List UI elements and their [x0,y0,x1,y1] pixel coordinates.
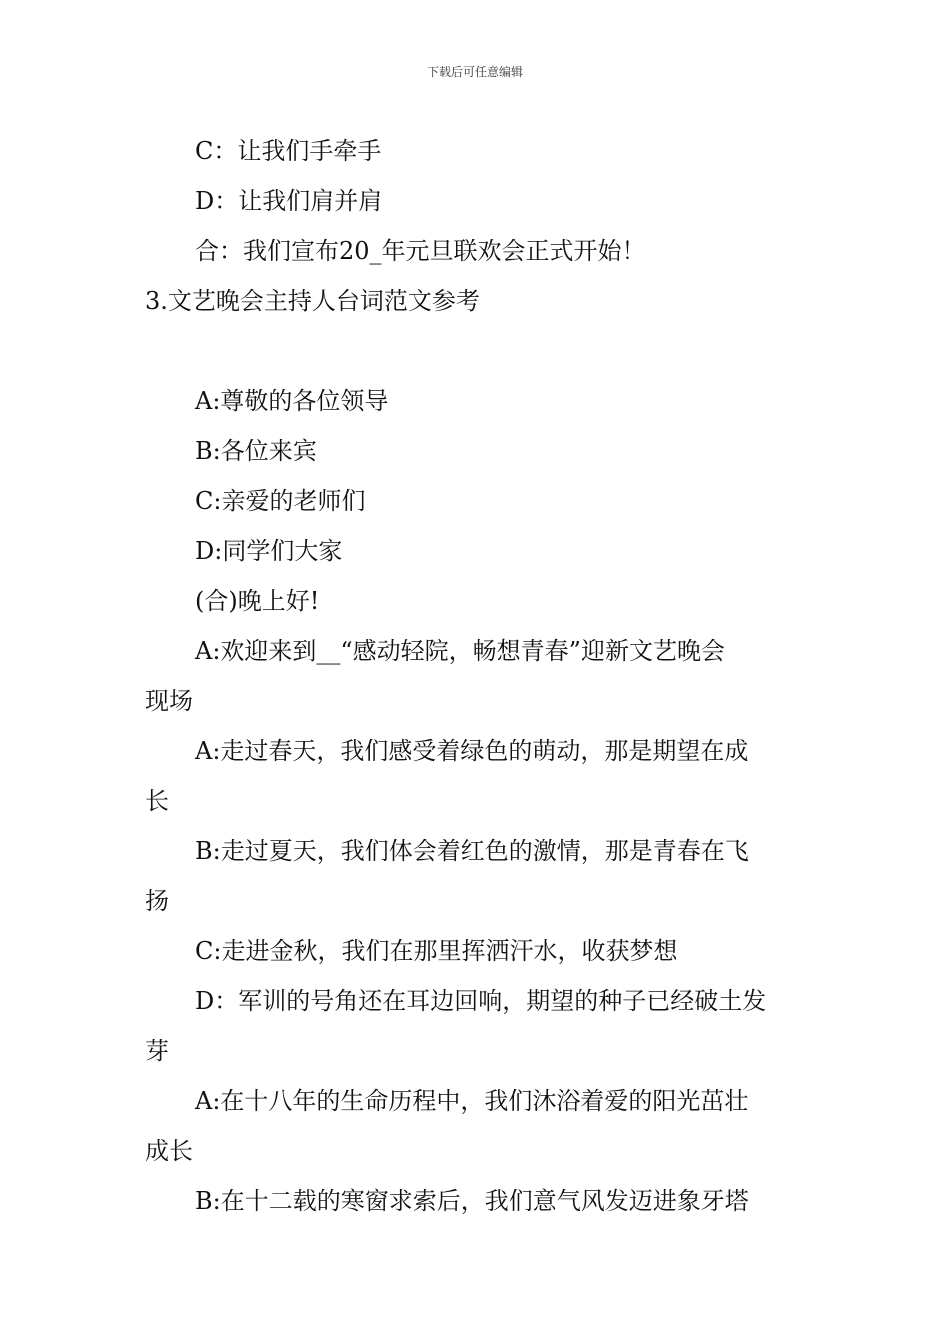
text-line: 扬 [145,887,169,915]
text-line: 芽 [145,1037,169,1065]
text-line: C：让我们手牵手 [195,137,382,165]
text-line: 成长 [145,1137,193,1165]
text-line: B:走过夏天，我们体会着红色的激情，那是青春在飞 [195,837,749,865]
text-line: A:走过春天，我们感受着绿色的萌动，那是期望在成 [195,737,749,765]
text-line: 现场 [145,687,193,715]
text-line: A:欢迎来到__“感动轻院，畅想青春”迎新文艺晚会 [195,637,725,665]
text-line: B:各位来宾 [195,437,317,465]
text-line: 合：我们宣布20_年元旦联欢会正式开始！ [195,237,646,265]
text-line: D:同学们大家 [195,537,343,565]
text-line: C:走进金秋，我们在那里挥洒汗水，收获梦想 [195,937,678,965]
text-line: C:亲爱的老师们 [195,487,366,515]
text-line: 3.文艺晚会主持人台词范文参考 [145,287,480,315]
text-line: A:尊敬的各位领导 [195,387,389,415]
text-line: (合)晚上好! [195,587,320,615]
text-line: 长 [145,787,169,815]
text-line: D：让我们肩并肩 [195,187,383,215]
text-line: D：军训的号角还在耳边回响，期望的种子已经破土发 [195,987,767,1015]
blank-line [145,326,810,376]
page-header: 下载后可任意编辑 [426,65,523,79]
text-line: B:在十二载的寒窗求索后，我们意气风发迈进象牙塔 [195,1187,749,1215]
document-body [145,126,810,1226]
text-line: A:在十八年的生命历程中，我们沐浴着爱的阳光茁壮 [195,1087,749,1115]
